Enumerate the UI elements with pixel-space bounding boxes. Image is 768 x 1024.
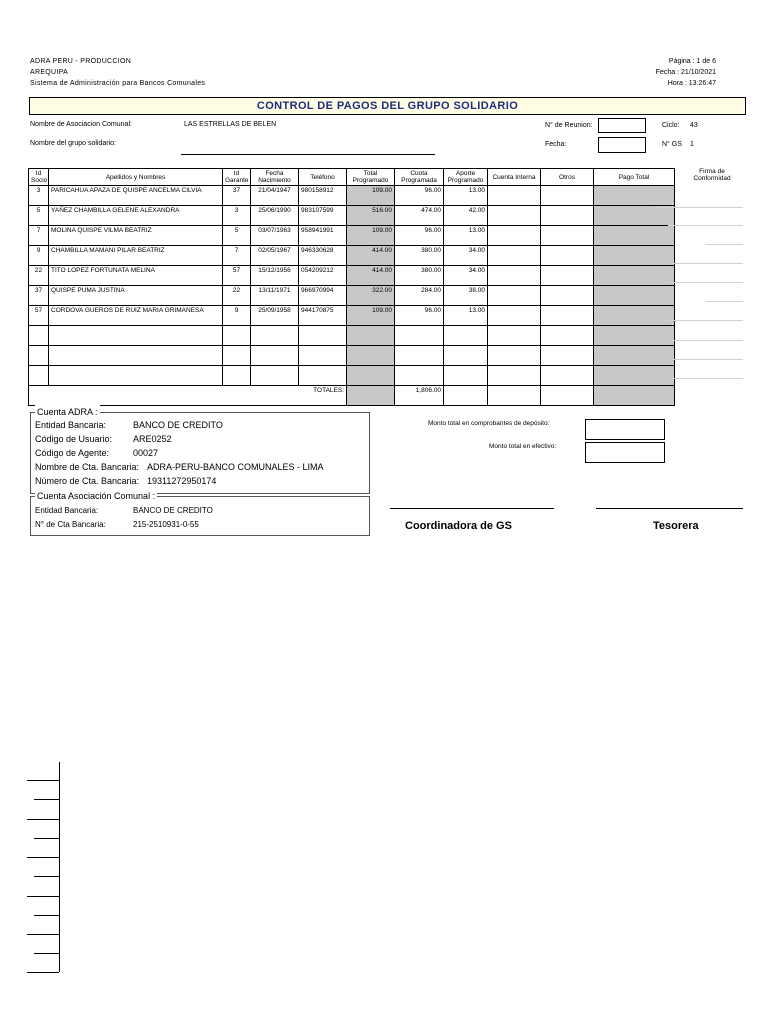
system-name: Sistema de Administración para Bancos Comunales xyxy=(30,80,206,87)
ciclo-value: 43 xyxy=(690,122,698,129)
cell-telefono: 946330628 xyxy=(299,246,347,266)
cell-otros[interactable] xyxy=(541,226,594,246)
cell-empty[interactable] xyxy=(251,346,299,366)
table-row xyxy=(29,306,675,326)
page-number: Página : 1 de 6 xyxy=(668,58,716,65)
cell-empty[interactable] xyxy=(299,366,347,386)
org-name: ADRA PERU - PRODUCCION xyxy=(30,58,132,65)
cell-pago-total[interactable] xyxy=(594,186,675,206)
cell-pago-total[interactable] xyxy=(594,246,675,266)
cell-empty[interactable] xyxy=(594,326,675,346)
col-id-socio: Id Socio xyxy=(29,169,49,186)
cell-id: 37 xyxy=(29,286,49,306)
firma-line xyxy=(668,340,743,341)
stub-line xyxy=(27,934,59,935)
cell-pago-total[interactable] xyxy=(594,226,675,246)
stub-line xyxy=(27,780,59,781)
totals-cell xyxy=(488,386,541,406)
firma-line xyxy=(706,301,743,302)
cell-fecha: 21/04/1947 xyxy=(251,186,299,206)
cuenta-asociacion-panel xyxy=(30,491,370,536)
account-key: N° de Cta Bancaria: xyxy=(35,520,106,529)
cell-empty[interactable] xyxy=(223,346,251,366)
cell-aporte: 13.00 xyxy=(444,186,488,206)
cell-fecha: 25/06/1990 xyxy=(251,206,299,226)
cell-id: 7 xyxy=(29,226,49,246)
cell-empty[interactable] xyxy=(299,346,347,366)
cell-cuota: 380.00 xyxy=(395,266,444,286)
account-value: BANCO DE CREDITO xyxy=(133,420,223,430)
fecha-field[interactable] xyxy=(598,137,646,153)
asociacion-label: Nombre de Asociacion Comunal: xyxy=(30,121,132,128)
cell-total: 414.00 xyxy=(347,266,395,286)
cell-pago-total[interactable] xyxy=(594,306,675,326)
cell-empty[interactable] xyxy=(395,326,444,346)
cell-telefono: 983107599 xyxy=(299,206,347,226)
cell-total: 109.00 xyxy=(347,306,395,326)
col-id-garante: Id Garante xyxy=(223,169,251,186)
col-otros: Otros xyxy=(541,169,594,186)
firma-line xyxy=(655,207,743,208)
stub-line xyxy=(34,915,59,916)
cell-telefono: 966970994 xyxy=(299,286,347,306)
cell-empty[interactable] xyxy=(251,326,299,346)
cell-cuenta-interna[interactable] xyxy=(488,226,541,246)
cell-otros[interactable] xyxy=(541,186,594,206)
account-row xyxy=(35,446,324,460)
grupo-label: Nombre del grupo solidario: xyxy=(30,140,116,147)
tesorera-label: Tesorera xyxy=(653,520,699,532)
efectivo-label: Monto total en efectivo: xyxy=(489,443,557,450)
totals-row xyxy=(29,386,675,406)
stub-line xyxy=(27,857,59,858)
cell-cuenta-interna[interactable] xyxy=(488,186,541,206)
table-row-empty xyxy=(29,366,675,386)
cell-cuota: 96.00 xyxy=(395,186,444,206)
stub-line xyxy=(34,953,59,954)
totals-cell xyxy=(444,386,488,406)
firma-line xyxy=(668,378,743,379)
cell-id: 57 xyxy=(29,306,49,326)
cell-fecha: 15/12/1956 xyxy=(251,266,299,286)
cell-empty[interactable] xyxy=(49,326,223,346)
account-key: Número de Cta. Bancaria: xyxy=(35,476,140,486)
totals-label: TOTALES: xyxy=(29,386,347,406)
cell-nombre: TITO LOPEZ FORTUNATA MELINA xyxy=(49,266,223,286)
gs-label: N° GS xyxy=(662,141,682,148)
cell-empty[interactable] xyxy=(299,326,347,346)
cell-garante: 7 xyxy=(223,246,251,266)
cell-otros[interactable] xyxy=(541,286,594,306)
report-time: Hora : 13:26:47 xyxy=(667,80,716,87)
account-key: Código de Agente: xyxy=(35,448,110,458)
cell-garante: 9 xyxy=(223,306,251,326)
cell-cuota: 380.00 xyxy=(395,246,444,266)
cell-cuota: 96.00 xyxy=(395,226,444,246)
cell-nombre: PARICAHUA APAZA DE QUISPE ANCELMA CILVIA xyxy=(49,186,223,206)
stub-line xyxy=(34,799,59,800)
cell-nombre: YAÑEZ CHAMBILLA GELENE ALEXANDRA xyxy=(49,206,223,226)
cell-otros[interactable] xyxy=(541,206,594,226)
stub-line xyxy=(27,819,59,820)
cell-empty[interactable] xyxy=(444,366,488,386)
cell-total: 109.00 xyxy=(347,186,395,206)
cell-empty[interactable] xyxy=(395,346,444,366)
firma-line xyxy=(668,263,743,264)
stub-line xyxy=(34,838,59,839)
cell-otros[interactable] xyxy=(541,246,594,266)
table-row xyxy=(29,226,675,246)
org-region: AREQUIPA xyxy=(30,69,69,76)
fecha-label: Fecha: xyxy=(545,141,567,148)
cell-total: 414.00 xyxy=(347,246,395,266)
col-nombres: Apellidos y Nombres xyxy=(49,169,223,186)
cell-empty[interactable] xyxy=(49,346,223,366)
cell-fecha: 13/11/1971 xyxy=(251,286,299,306)
cell-id: 3 xyxy=(29,186,49,206)
cell-total: 109.00 xyxy=(347,226,395,246)
cell-empty[interactable] xyxy=(541,366,594,386)
cell-aporte: 42.00 xyxy=(444,206,488,226)
account-value: BANCO DE CREDITO xyxy=(133,506,213,515)
cell-cuenta-interna[interactable] xyxy=(488,286,541,306)
account-row xyxy=(35,460,324,474)
cell-fecha: 03/07/1963 xyxy=(251,226,299,246)
cell-empty[interactable] xyxy=(347,366,395,386)
payments-table xyxy=(28,168,675,406)
table-row-empty xyxy=(29,346,675,366)
account-value: 19311272950174 xyxy=(147,476,217,486)
cell-total: 516.00 xyxy=(347,206,395,226)
deposito-label: Monto total en comprobantes de depósito: xyxy=(428,420,550,427)
cell-aporte: 13.00 xyxy=(444,306,488,326)
table-header-row xyxy=(29,169,675,186)
cell-cuenta-interna[interactable] xyxy=(488,266,541,286)
firma-line xyxy=(668,225,743,226)
totals-cell xyxy=(541,386,594,406)
cell-empty[interactable] xyxy=(488,326,541,346)
totals-cuota: 1,806.00 xyxy=(395,386,444,406)
totals-pago-total xyxy=(594,386,675,406)
table-row xyxy=(29,266,675,286)
firma-line xyxy=(706,244,743,245)
cell-empty[interactable] xyxy=(251,366,299,386)
cuenta-adra-panel xyxy=(30,407,370,494)
gs-value: 1 xyxy=(690,141,694,148)
cell-pago-total[interactable] xyxy=(594,286,675,306)
report-date: Fecha : 21/10/2021 xyxy=(655,69,716,76)
cell-empty[interactable] xyxy=(594,366,675,386)
cell-pago-total[interactable] xyxy=(594,206,675,226)
coordinadora-label: Coordinadora de GS xyxy=(405,520,512,532)
account-value: 00027 xyxy=(133,448,159,458)
cell-telefono: 054209212 xyxy=(299,266,347,286)
efectivo-field[interactable] xyxy=(585,442,665,463)
org-header xyxy=(30,56,205,89)
account-row xyxy=(35,504,213,518)
firma-line xyxy=(668,282,743,283)
cell-empty[interactable] xyxy=(49,366,223,386)
cell-pago-total[interactable] xyxy=(594,266,675,286)
cell-empty[interactable] xyxy=(594,346,675,366)
col-telefono: Teléfono xyxy=(299,169,347,186)
totals-total-programado xyxy=(347,386,395,406)
page-title: CONTROL DE PAGOS DEL GRUPO SOLIDARIO xyxy=(29,97,746,115)
cell-fecha: 25/09/1958 xyxy=(251,306,299,326)
col-cuota-programada: Cuota Programada xyxy=(395,169,444,186)
cell-empty[interactable] xyxy=(541,346,594,366)
cell-nombre: QUISPE PUMA JUSTINA xyxy=(49,286,223,306)
tesorera-signature-line xyxy=(596,508,743,509)
cell-garante: 37 xyxy=(223,186,251,206)
cell-empty[interactable] xyxy=(488,366,541,386)
cell-cuota: 96.00 xyxy=(395,306,444,326)
grupo-underline xyxy=(181,154,435,155)
account-key: Entidad Bancaria: xyxy=(35,420,107,430)
cell-telefono: 980158912 xyxy=(299,186,347,206)
cell-empty[interactable] xyxy=(395,366,444,386)
account-row xyxy=(35,474,324,488)
table-row xyxy=(29,186,675,206)
cell-empty[interactable] xyxy=(347,346,395,366)
cell-empty[interactable] xyxy=(223,366,251,386)
table-row-empty xyxy=(29,326,675,346)
account-row xyxy=(35,518,213,532)
account-value: 215-2510931-0-55 xyxy=(133,520,199,529)
reunion-label: N° de Reunion: xyxy=(545,122,593,129)
account-value: ADRA-PERU-BANCO COMUNALES - LIMA xyxy=(147,462,324,472)
cell-telefono: 958941991 xyxy=(299,226,347,246)
account-key: Nombre de Cta. Bancaria: xyxy=(35,462,140,472)
cell-garante: 5 xyxy=(223,226,251,246)
cell-aporte: 38.00 xyxy=(444,286,488,306)
deposito-field[interactable] xyxy=(585,419,665,440)
ciclo-label: Ciclo: xyxy=(662,122,680,129)
cell-empty[interactable] xyxy=(29,326,49,346)
col-pago-total: Pago Total xyxy=(594,169,675,186)
cell-empty[interactable] xyxy=(347,326,395,346)
cell-garante: 22 xyxy=(223,286,251,306)
cell-empty[interactable] xyxy=(488,346,541,366)
cell-aporte: 34.00 xyxy=(444,266,488,286)
cell-otros[interactable] xyxy=(541,306,594,326)
cell-fecha: 02/05/1967 xyxy=(251,246,299,266)
account-key: Entidad Bancaria: xyxy=(35,506,99,515)
cell-telefono: 944170875 xyxy=(299,306,347,326)
cuenta-adra-legend: Cuenta ADRA : xyxy=(37,407,98,417)
account-row xyxy=(35,432,324,446)
col-total-programado: Total Programado xyxy=(347,169,395,186)
stub-line xyxy=(34,876,59,877)
table-row xyxy=(29,206,675,226)
cell-cuenta-interna[interactable] xyxy=(488,306,541,326)
cell-nombre: CORDOVA GUEROS DE RUIZ MARIA GRIMANESA xyxy=(49,306,223,326)
col-aporte-programado: Aporte Programado xyxy=(444,169,488,186)
cell-garante: 3 xyxy=(223,206,251,226)
firma-line xyxy=(668,359,743,360)
cell-otros[interactable] xyxy=(541,266,594,286)
table-row xyxy=(29,246,675,266)
cell-cuenta-interna[interactable] xyxy=(488,206,541,226)
asociacion-value: LAS ESTRELLAS DE BELEN xyxy=(184,121,277,128)
cell-id: 5 xyxy=(29,206,49,226)
coordinadora-signature-line xyxy=(390,508,554,509)
col-cuenta-interna: Cuenta Interna xyxy=(488,169,541,186)
report-meta xyxy=(656,56,716,89)
stub-line xyxy=(27,896,59,897)
cell-garante: 57 xyxy=(223,266,251,286)
cell-empty[interactable] xyxy=(541,326,594,346)
table-row xyxy=(29,286,675,306)
col-fecha-nacimiento: Fecha Nacimiento xyxy=(251,169,299,186)
cell-id: 9 xyxy=(29,246,49,266)
cell-empty[interactable] xyxy=(223,326,251,346)
cuenta-asociacion-legend: Cuenta Asociación Comunal : xyxy=(37,491,156,501)
cell-cuenta-interna[interactable] xyxy=(488,246,541,266)
cell-id: 22 xyxy=(29,266,49,286)
cell-empty[interactable] xyxy=(444,346,488,366)
firma-line xyxy=(668,320,743,321)
stub-line xyxy=(27,972,59,973)
cell-nombre: CHAMBILLA MAMANI PILAR BEATRIZ xyxy=(49,246,223,266)
account-row xyxy=(35,418,324,432)
account-key: Código de Usuario: xyxy=(35,434,113,444)
cell-empty[interactable] xyxy=(444,326,488,346)
cell-aporte: 34.00 xyxy=(444,246,488,266)
cell-total: 322.00 xyxy=(347,286,395,306)
reunion-field[interactable] xyxy=(598,118,646,133)
cell-cuota: 474.00 xyxy=(395,206,444,226)
cell-aporte: 13.00 xyxy=(444,226,488,246)
firma-header: Firma de Conformidad xyxy=(693,168,731,182)
cell-nombre: MOLINA QUISPE VILMA BEATRIZ xyxy=(49,226,223,246)
cell-empty[interactable] xyxy=(29,346,49,366)
cell-cuota: 284.00 xyxy=(395,286,444,306)
stub-vertical-line xyxy=(59,762,60,972)
cell-empty[interactable] xyxy=(29,366,49,386)
account-value: ARE0252 xyxy=(133,434,172,444)
